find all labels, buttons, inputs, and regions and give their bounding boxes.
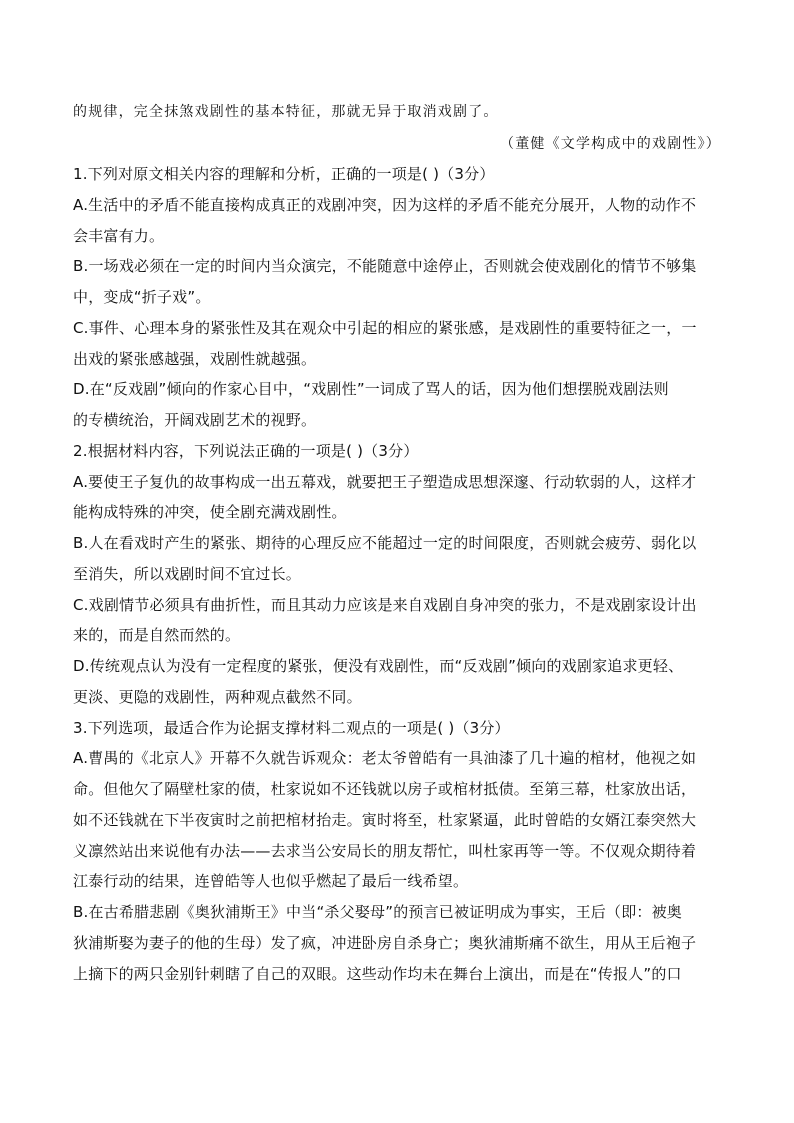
text-line: D.传统观点认为没有一定程度的紧张，便没有戏剧性，而“反戏剧”倾向的戏剧家追求更轻、 [73, 657, 684, 675]
text-line: A.曹禺的《北京人》开幕不久就告诉观众：老太爷曾皓有一具油漆了几十遍的棺材，他视之如 [73, 749, 697, 768]
text-line: D.在“反戏剧”倾向的作家心目中，“戏剧性”一词成了骂人的话，因为他们想摆脱戏剧法则 [73, 380, 669, 399]
question-stem: 2.根据材料内容，下列说法正确的一项是( )（3分） [73, 441, 419, 460]
text-line: 上摘下的两只金别针刺瞎了自己的双眼。这些动作均未在舞台上演出，而是在“传报人”的口 [73, 964, 682, 983]
text-line: 至消失，所以戏剧时间不宜过长。 [73, 564, 302, 583]
text-line: 出戏的紧张感越强，戏剧性就越强。 [73, 349, 317, 368]
source-citation: （董健《文学构成中的戏剧性》） [500, 136, 721, 152]
text-line: A.要使王子复仇的故事构成一出五幕戏，就要把王子塑造成思想深邃、行动软弱的人，这样才 [73, 472, 697, 491]
question-stem: 3.下列选项，最适合作为论据支撑材料二观点的一项是( )（3分） [73, 718, 510, 737]
text-line: 的专横统治，开阔戏剧艺术的视野。 [73, 411, 317, 429]
text-line: C.事件、心理本身的紧张性及其在观众中引起的相应的紧张感，是戏剧性的重要特征之一，一 [73, 318, 697, 337]
passage-end-text: 的规律，完全抹煞戏剧性的基本特征，那就无异于取消戏剧了。 [73, 104, 499, 120]
text-line: 如不还钱就在下半夜寅时之前把棺材抬走。寅时将至，杜家紧逼，此时曾皓的女婿江泰突然大 [73, 810, 697, 829]
text-line: 江泰行动的结果，连曾皓等人也似乎燃起了最后一线希望。 [73, 872, 469, 891]
text-line: 能构成特殊的冲突，使全剧充满戏剧性。 [73, 503, 347, 522]
text-line: 更淡、更隐的戏剧性，两种观点截然不同。 [73, 687, 362, 706]
text-line: C.戏剧情节必须具有曲折性，而且其动力应该是来自戏剧自身冲突的张力，不是戏剧家设计出 [73, 595, 697, 614]
text-line: 命。但他欠了隔壁杜家的债，杜家说如不还钱就以房子或棺材抵债。至第三幕，杜家放出话， [73, 780, 697, 798]
text-line: A.生活中的矛盾不能直接构成真正的戏剧冲突，因为这样的矛盾不能充分展开，人物的动作不 [73, 195, 697, 214]
text-line: 中，变成“折子戏”。 [73, 288, 211, 306]
text-line: 会丰富有力。 [73, 226, 165, 245]
text-line: 狄浦斯娶为妻子的他的生母）发了疯，冲进卧房自杀身亡；奥狄浦斯痛不欲生，用从王后袍子 [73, 933, 697, 952]
text-line: 义凛然站出来说他有办法——去求当公安局长的朋友帮忙，叫杜家再等一等。不仅观众期待着 [73, 841, 697, 860]
text-line: 来的，而是自然而然的。 [73, 626, 241, 645]
question-stem: 1.下列对原文相关内容的理解和分析，正确的一项是( )（3分） [73, 165, 495, 183]
text-line: B.在古希腊悲剧《奥狄浦斯王》中当“杀父娶母”的预言已被证明成为事实，王后（即：被奥 [73, 903, 683, 921]
text-line: B.一场戏必须在一定的时间内当众演完，不能随意中途停止，否则就会使戏剧化的情节不够集 [73, 257, 697, 276]
text-line: B.人在看戏时产生的紧张、期待的心理反应不能超过一定的时间限度，否则就会疲劳、弱化以 [73, 534, 697, 552]
